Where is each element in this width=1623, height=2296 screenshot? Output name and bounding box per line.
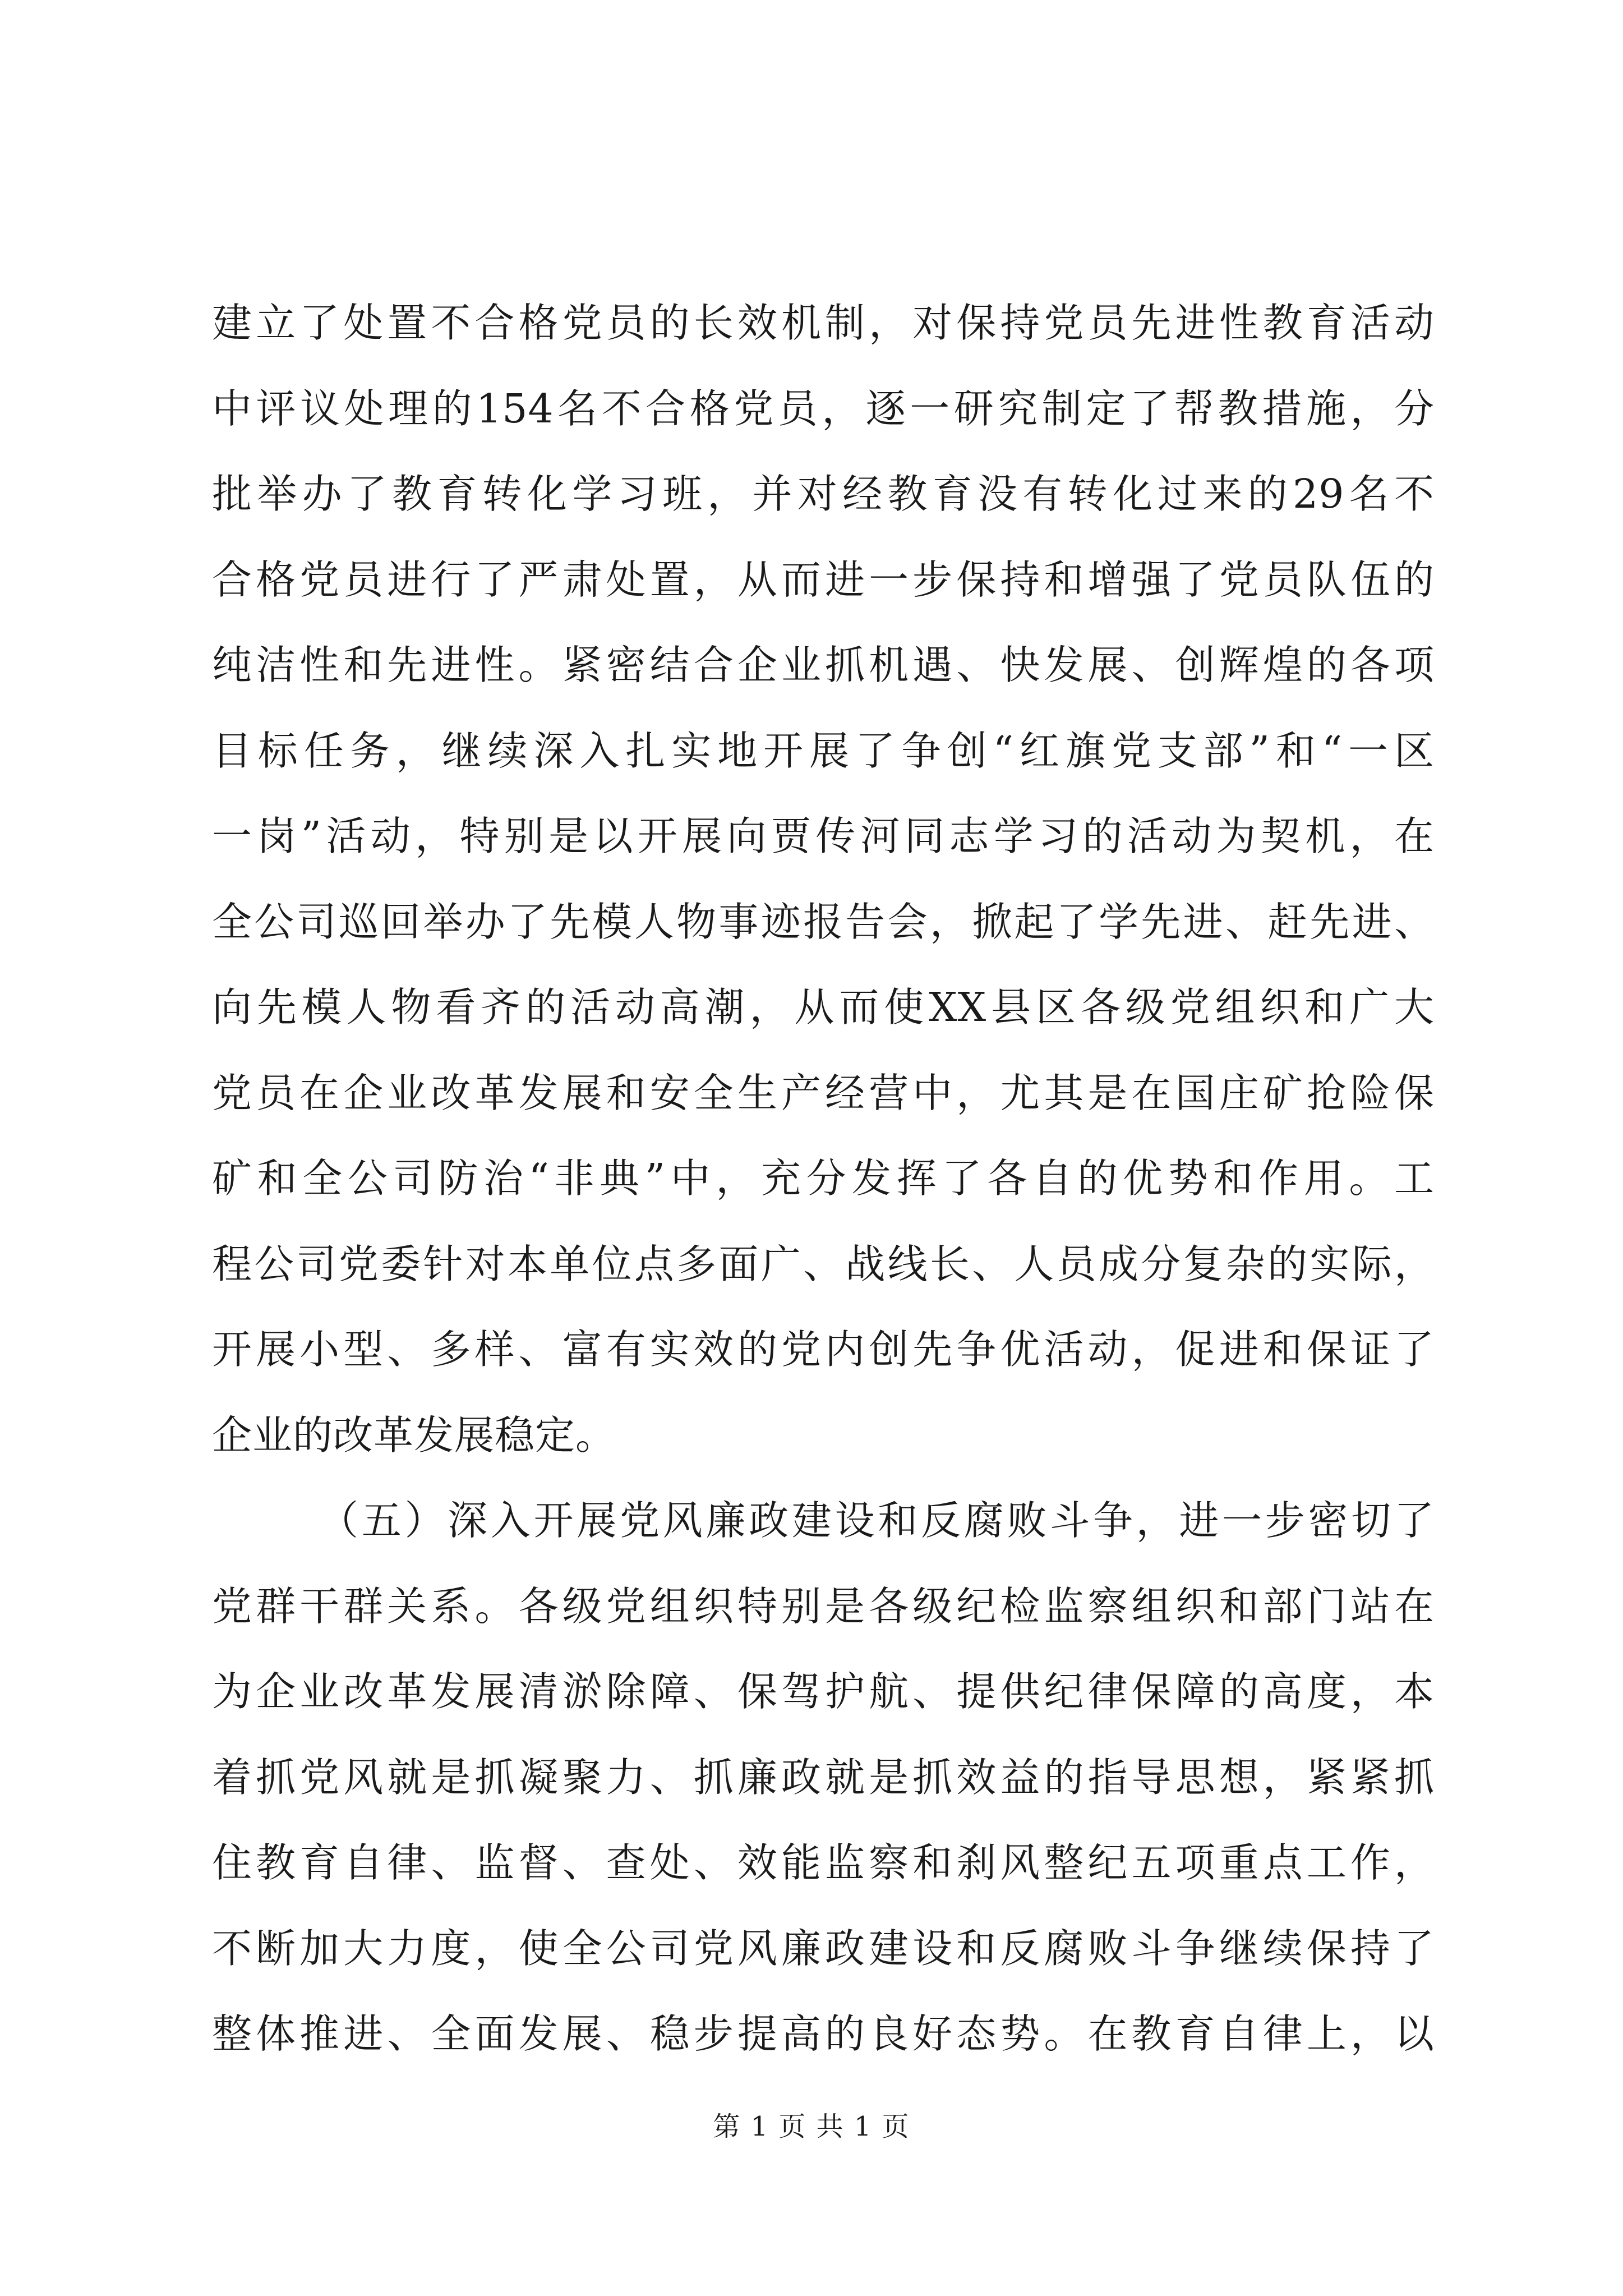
text-line: 整体推进、全面发展、稳步提高的良好态势。在教育自律上，以	[212, 2010, 1435, 2057]
text-line: 为企业改革发展清淤除障、保驾护航、提供纪律保障的高度，本	[212, 1668, 1435, 1715]
section-heading-line: （五）深入开展党风廉政建设和反腐败斗争，进一步密切了	[319, 1497, 1435, 1544]
page-footer: 第 1 页 共 1 页	[713, 2111, 910, 2142]
text-line: 纯洁性和先进性。紧密结合企业抓机遇、快发展、创辉煌的各项	[212, 642, 1435, 688]
text-line: 程公司党委针对本单位点多面广、战线长、人员成分复杂的实际，	[212, 1240, 1435, 1287]
text-line: 向先模人物看齐的活动高潮，从而使XX县区各级党组织和广大	[212, 984, 1435, 1030]
text-line: 开展小型、多样、富有实效的党内创先争优活动，促进和保证了	[212, 1326, 1435, 1373]
text-line: 一岗”活动，特别是以开展向贾传河同志学习的活动为契机，在	[212, 813, 1435, 859]
text-line: 不断加大力度，使全公司党风廉政建设和反腐败斗争继续保持了	[212, 1925, 1435, 1972]
body-text	[212, 280, 1435, 2077]
text-line: 党员在企业改革发展和安全生产经营中，尤其是在国庄矿抢险保	[212, 1069, 1435, 1116]
text-line: 建立了处置不合格党员的长效机制，对保持党员先进性教育活动	[212, 300, 1435, 346]
text-line: 批举办了教育转化学习班，并对经教育没有转化过来的29名不	[212, 471, 1435, 517]
text-line: 企业的改革发展稳定。	[212, 1411, 616, 1458]
text-line: 全公司巡回举办了先模人物事迹报告会，掀起了学先进、赶先进、	[212, 898, 1435, 945]
text-line: 中评议处理的154名不合格党员，逐一研究制定了帮教措施，分	[212, 385, 1435, 432]
text-line: 党群干群关系。各级党组织特别是各级纪检监察组织和部门站在	[212, 1582, 1435, 1630]
text-line: 住教育自律、监督、查处、效能监察和刹风整纪五项重点工作，	[212, 1839, 1435, 1886]
text-line: 目标任务，继续深入扎实地开展了争创“红旗党支部”和“一区	[212, 727, 1435, 774]
text-line: 合格党员进行了严肃处置，从而进一步保持和增强了党员队伍的	[212, 556, 1435, 603]
text-line: 着抓党风就是抓凝聚力、抓廉政就是抓效益的指导思想，紧紧抓	[212, 1754, 1435, 1801]
text-line: 矿和全公司防治“非典”中，充分发挥了各自的优势和作用。工	[212, 1155, 1435, 1202]
